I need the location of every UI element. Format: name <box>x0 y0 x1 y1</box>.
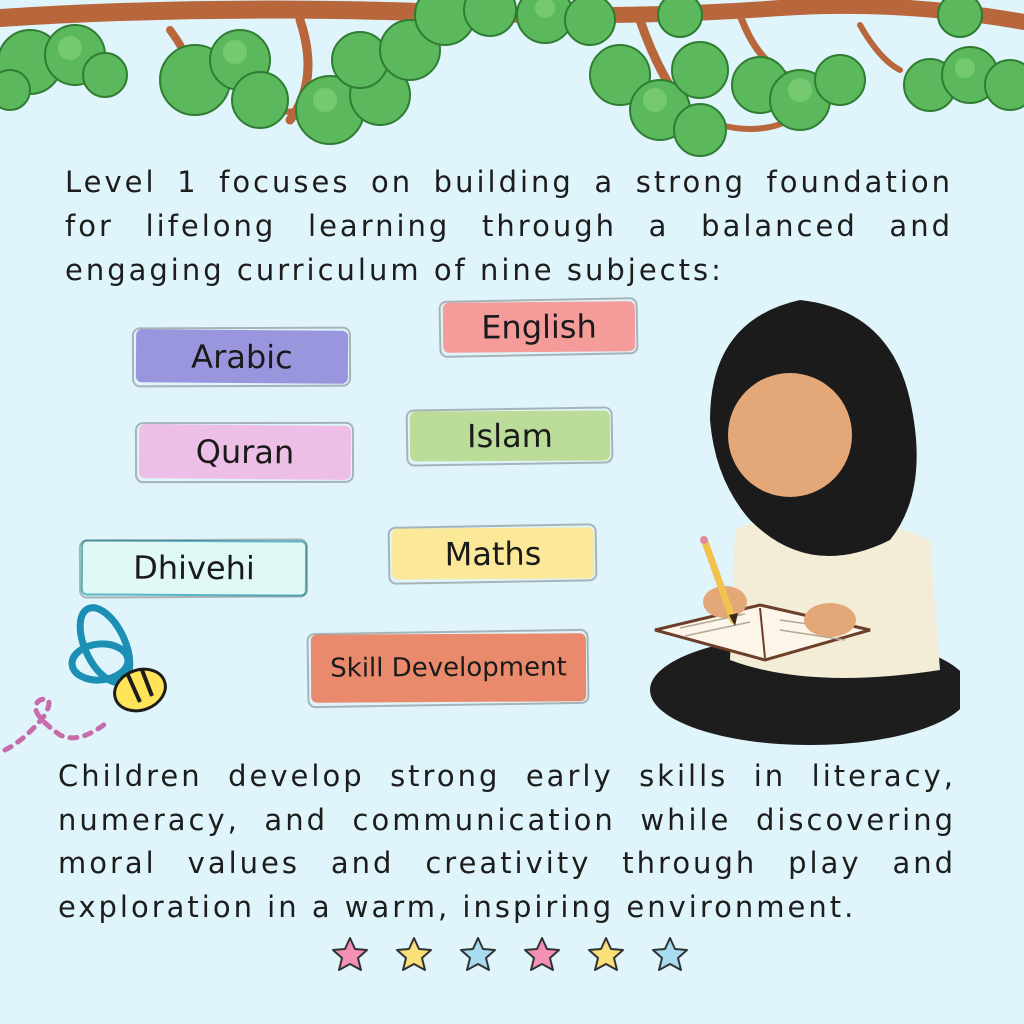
girl-writing-illustration <box>640 290 960 750</box>
subject-label: Quran <box>195 432 295 472</box>
subject-label: Dhivehi <box>133 548 255 588</box>
subject-label: Maths <box>444 534 542 573</box>
star-icon <box>458 935 498 975</box>
subject-tag-dhivehi <box>81 539 307 596</box>
star-row <box>330 935 700 975</box>
subject-tag-skill-development <box>311 633 586 702</box>
subject-tag-maths <box>392 527 594 579</box>
subject-label: Arabic <box>191 337 293 376</box>
subject-label: Skill Development <box>330 652 567 684</box>
bee-icon <box>0 600 180 770</box>
star-icon <box>522 935 562 975</box>
subject-label: Islam <box>467 416 553 456</box>
star-icon <box>394 935 434 975</box>
star-icon <box>586 935 626 975</box>
tree-canopy-illustration <box>0 0 1024 175</box>
subject-label: English <box>481 307 597 347</box>
subject-tag-quran <box>139 424 351 480</box>
star-icon <box>330 935 370 975</box>
subject-tag-english <box>443 301 635 353</box>
intro-paragraph: Level 1 focuses on building a strong foundation for lifelong learning through a balanced and engaging curriculum of nine subjects: <box>65 165 953 287</box>
subject-tag-arabic <box>136 329 348 383</box>
subject-tag-islam <box>410 410 610 461</box>
outro-paragraph: Children develop strong early skills in literacy, numeracy, and communication while discovering moral values and creativity through play and exploration in a warm, inspiring environment. <box>58 759 956 924</box>
star-icon <box>650 935 690 975</box>
